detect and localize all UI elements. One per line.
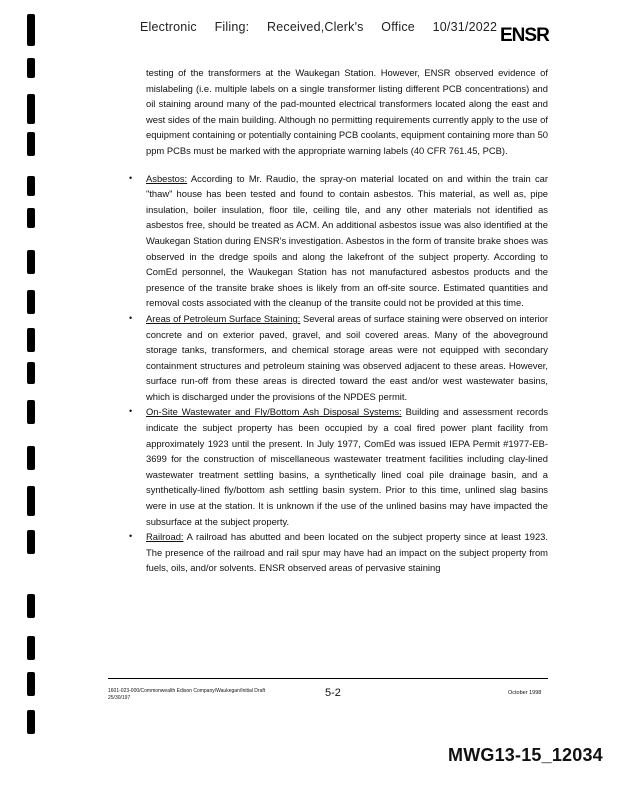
bullet-icon: •: [129, 172, 133, 183]
footer-ref-line: 25/30/197: [108, 695, 131, 701]
filing-word: Office: [381, 20, 415, 34]
bullet-heading: Asbestos:: [146, 172, 188, 184]
filing-date: 10/31/2022: [432, 20, 498, 34]
filing-stamp: [140, 20, 511, 34]
bullet-icon: •: [129, 531, 133, 542]
bullet-heading: Areas of Petroleum Surface Staining:: [146, 312, 301, 324]
bullet-icon: •: [129, 312, 133, 323]
bullet-icon: •: [129, 406, 133, 417]
bullet-text: According to Mr. Raudio, the spray-on material located on and within the train car "thaw" house has been tested and found to contain asbestos. This material, as well as, pipe insulation, boiler insulation, floor tile, ceiling tile, and any other materials not identified as asbestos free, should be treated as ACM. An additional asbestos issue was also identified at the Waukegan Station during ENSR's investigation. Asbestos in the form of transite brake shoes was observed in the dredge spoils and along the lakefront of the subject property. According to ComEd personnel, the Waukegan Station has not manufactured asbestos products and the presence of the transite brake shoes is likely from an off-site source. Estimated quantities and removal costs associated with the cleanup of the transite could not be provided at this time.: [146, 172, 548, 309]
bullet-asbestos: [129, 171, 548, 311]
filing-word: Received,Clerk's: [267, 20, 364, 34]
document-body: [129, 65, 549, 576]
bullet-railroad: [129, 529, 548, 576]
footer-ref-line: 1601-023-000/Commonwealth Edison Company/Waukegan/Initial Draft: [108, 688, 266, 694]
footer-rule: [108, 678, 548, 679]
bates-number: MWG13-15_12034: [448, 745, 603, 765]
footer-reference: [108, 688, 323, 702]
filing-word: Electronic: [140, 20, 197, 34]
page-number: 5-2: [325, 687, 341, 699]
bullet-heading: On-Site Wastewater and Fly/Bottom Ash Disposal Systems:: [146, 406, 402, 418]
bullet-text: Several areas of surface staining were observed on interior concrete and on exterior paved, gravel, and soil covered areas. Many of the aboveground storage tanks, transformers, and chemical storage areas were not equipped with secondary containment structures and petroleum staining was observed adjacent to these areas. However, surface run-off from these areas is directed toward the east and/or west wastewater basins, which is discharged under the provisions of the NPDES permit.: [146, 312, 549, 402]
bullet-heading: Railroad:: [146, 531, 184, 543]
bullet-wastewater: [129, 404, 549, 529]
bullet-text: A railroad has abutted and been located on the subject property since at least 1923. The presence of the railroad and rail spur may have had an impact on the subject property from fuels, oils, and/or solvents. ENSR observed areas of pervasive staining: [146, 531, 548, 574]
bullet-petroleum-staining: [129, 311, 549, 405]
footer-date: October 1998: [508, 690, 542, 696]
ensr-logo: ENSR: [500, 25, 549, 46]
bullet-text: Building and assessment records indicate the subject property has been occupied by a coal fired power plant facility from approximately 1923 until the present. In July 1977, ComEd was issued IEPA Permit #1977-EB-3699 for the construction of miscellaneous wastewater treatment facilities including clay-lined wastewater treatment settling basins, a synthetically lined coal pile drainage basin, and a synthetically-lined fly/bottom ash settling basin system. Prior to this time, unlined slag basins were in use at the station. It is unknown if the use of the unlined basins may have impacted the subsurface at the subject property.: [146, 406, 549, 527]
filing-word: Filing:: [214, 20, 250, 34]
binder-marks: [27, 0, 39, 800]
continuation-paragraph: testing of the transformers at the Waukegan Station. However, ENSR observed evidence of mislabeling (i.e. multiple labels on a single transformer listing different PCB concentrations) and oil staining around many of the pad-mounted electrical transformers located along the east and west sides of the main building. Although no permitting requirements currently apply to the use of equipment containing or potentially containing PCB coolants, equipment containing more than 50 ppm PCBs must be marked with the appropriate warning labels (40 CFR 761.45, PCB).: [146, 67, 548, 156]
